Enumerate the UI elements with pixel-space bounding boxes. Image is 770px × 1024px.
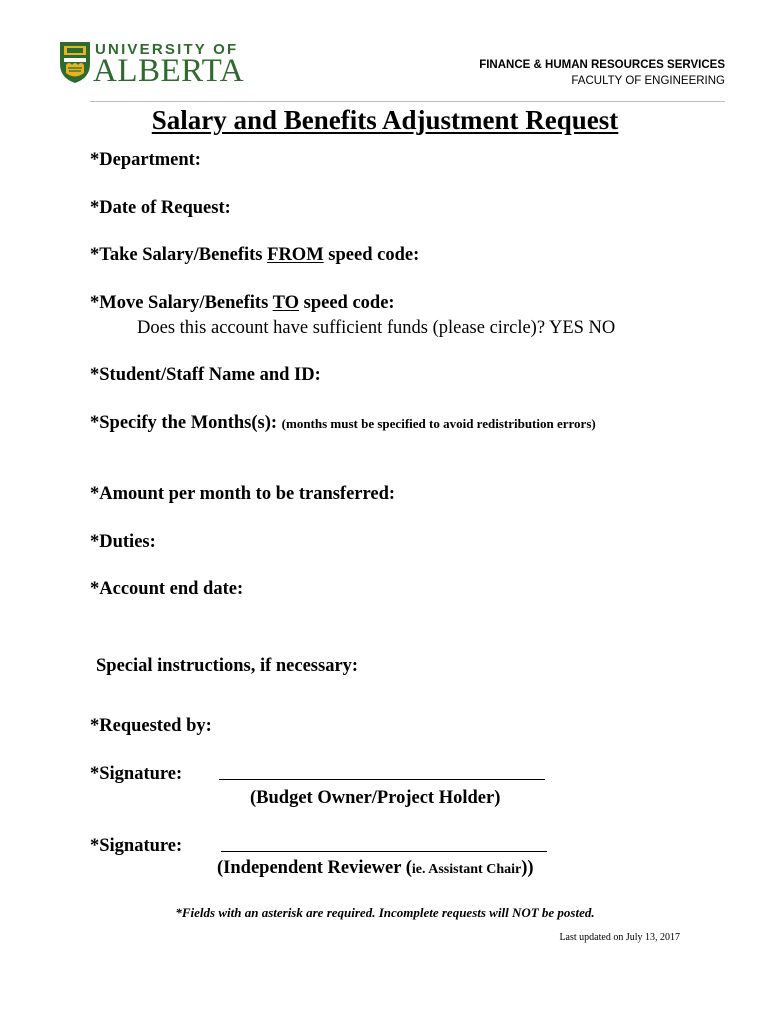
signature-2-caption-pre: (Independent Reviewer (: [217, 858, 412, 878]
page-title: [0, 105, 770, 136]
logo-alberta: ALBERTA: [93, 53, 245, 89]
last-updated-text: Last updated on July 13, 2017: [559, 932, 680, 943]
from-speed-code-field: [90, 245, 419, 266]
to-speed-code-label-post: speed code:: [299, 293, 395, 313]
to-keyword: TO: [272, 293, 299, 313]
date-of-request-field: *Date of Request:: [90, 198, 231, 218]
months-field: [90, 413, 596, 434]
from-speed-code-label-pre: *Take Salary/Benefits: [90, 245, 268, 265]
sufficient-funds-question: Does this account have sufficient funds (please circle)? YES NO: [137, 318, 616, 338]
header-divider: [90, 101, 725, 102]
university-logo: [58, 40, 253, 88]
required-fields-note: *Fields with an asterisk are required. Incomplete requests will NOT be posted.: [175, 905, 595, 920]
months-label: *Specify the Months(s):: [90, 413, 278, 433]
signature-1-caption: (Budget Owner/Project Holder): [250, 788, 501, 808]
signature-2-label: *Signature:: [90, 836, 183, 856]
to-speed-code-field: [90, 293, 395, 314]
from-speed-code-label-post: speed code:: [323, 245, 420, 265]
department-field: *Department:: [90, 150, 201, 170]
student-staff-name-field: *Student/Staff Name and ID:: [90, 365, 321, 385]
to-speed-code-label-pre: *Move Salary/Benefits: [90, 293, 273, 313]
amount-per-month-field: *Amount per month to be transferred:: [90, 484, 396, 504]
signature-2-caption-post: )): [521, 858, 534, 878]
account-end-date-field: *Account end date:: [90, 579, 244, 599]
duties-field: *Duties:: [90, 532, 156, 552]
signature-2-line[interactable]: [221, 851, 547, 852]
signature-1-label: *Signature:: [90, 764, 183, 784]
logo-university-of: UNIVERSITY OF: [95, 41, 239, 58]
months-note: (months must be specified to avoid redistribution errors): [281, 416, 596, 431]
special-instructions-field: Special instructions, if necessary:: [96, 656, 359, 676]
header-faculty: FACULTY OF ENGINEERING: [571, 75, 725, 87]
requested-by-field: *Requested by:: [90, 716, 212, 736]
signature-1-line[interactable]: [219, 779, 545, 780]
from-keyword: FROM: [267, 245, 324, 265]
page-title-text: Salary and Benefits Adjustment Request: [151, 105, 619, 135]
shield-crest-icon: [58, 40, 92, 84]
signature-2-caption-small: ie. Assistant Chair: [411, 862, 522, 877]
signature-2-caption: [217, 858, 534, 879]
header-department: FINANCE & HUMAN RESOURCES SERVICES: [479, 59, 725, 71]
